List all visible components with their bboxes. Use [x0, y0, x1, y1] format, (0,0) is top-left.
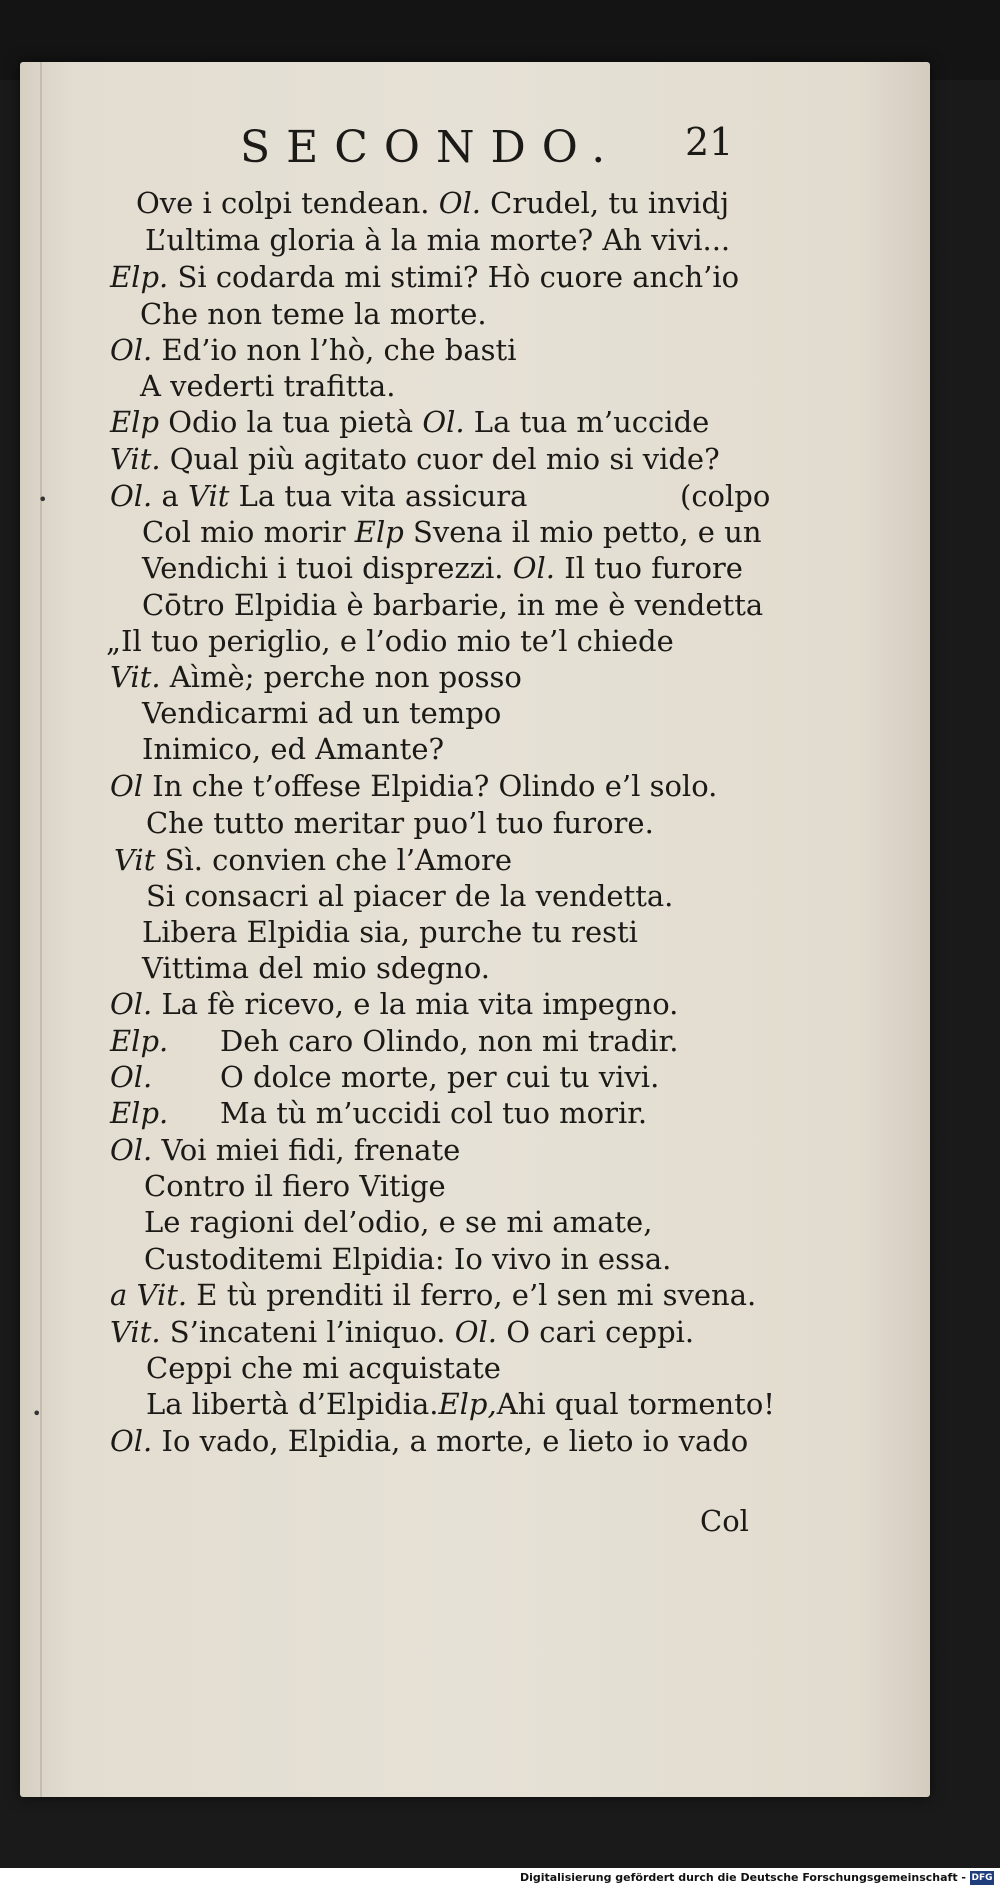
text-line: La libertà d’Elpidia.Elp,Ahi qual tormento! [146, 1387, 775, 1421]
text-line: Ove i colpi tendean. Ol. Crudel, tu invidj [136, 186, 730, 220]
text-line: Elp. Ma tù m’uccidi col tuo morir. [110, 1096, 648, 1130]
text-line: Ceppi che mi acquistate [146, 1351, 501, 1385]
text-line: Libera Elpidia sia, purche tu resti [142, 915, 638, 949]
text-line: Inimico, ed Amante? [142, 732, 445, 766]
text-line: „Il tuo periglio, e l’odio mio te’l chiede [106, 624, 674, 658]
text-line: Vit. Qual più agitato cuor del mio si vide? [110, 442, 720, 476]
catchword: Col [700, 1504, 749, 1538]
text-line: Ol. O dolce morte, per cui tu vivi. [110, 1060, 660, 1094]
text-line: Custoditemi Elpidia: Io vivo in essa. [144, 1242, 672, 1276]
text-line: Ol In che t’offese Elpidia? Olindo e’l solo. [110, 769, 718, 803]
text-line: Vittima del mio sdegno. [142, 951, 490, 985]
text-line: Contro il fiero Vitige [144, 1169, 446, 1203]
text-line: Cōtro Elpidia è barbarie, in me è vendetta [142, 588, 764, 622]
text-line: Col mio morir Elp Svena il mio petto, e un [142, 515, 762, 549]
text-line: Elp. Si codarda mi stimi? Hò cuore anch’io [110, 260, 740, 294]
text-line: Che tutto meritar puo’l tuo furore. [146, 806, 654, 840]
text-line: Ol. a Vit La tua vita assicura [110, 479, 528, 513]
text-line: L’ultima gloria à la mia morte? Ah vivi... [145, 223, 731, 257]
text-line: Le ragioni del’odio, e se mi amate, [144, 1205, 653, 1239]
text-line: a Vit. E tù prenditi il ferro, e’l sen mi svena. [110, 1278, 757, 1312]
book-page [20, 62, 930, 1797]
text-line: Si consacri al piacer de la vendetta. [146, 879, 674, 913]
text-line: Che non teme la morte. [140, 297, 487, 331]
funding-credit: Digitalisierung gefördert durch die Deutsche Forschungsgemeinschaft - [519, 1871, 966, 1884]
text-line: Vit Sì. convien che l’Amore [114, 843, 512, 877]
text-line: Vit. S’incateni l’iniquo. Ol. O cari ceppi. [110, 1315, 695, 1349]
text-line: A vederti trafitta. [140, 369, 396, 403]
margin-mark: • [32, 1404, 42, 1423]
stage-direction: (colpo [680, 479, 771, 513]
text-line: Elp. Deh caro Olindo, non mi tradir. [110, 1024, 679, 1058]
dfg-logo: DFG [971, 1873, 993, 1883]
text-line: Vendicarmi ad un tempo [142, 696, 502, 730]
text-line: Elp Odio la tua pietà Ol. La tua m’uccide [110, 405, 710, 439]
text-line: Ol. Io vado, Elpidia, a morte, e lieto io vado [110, 1424, 749, 1458]
page-number: 21 [685, 120, 734, 164]
text-line: Ol. Voi miei fidi, frenate [110, 1133, 461, 1167]
footer-bar [0, 1868, 1000, 1889]
text-line: Ol. La fè ricevo, e la mia vita impegno. [110, 987, 679, 1021]
text-line: Vit. Aìmè; perche non posso [110, 660, 522, 694]
text-line: Ol. Ed’io non l’hò, che basti [110, 333, 517, 367]
text-line: Vendichi i tuoi disprezzi. Ol. Il tuo furore [142, 551, 743, 585]
running-title: SECONDO. [240, 122, 622, 173]
page-text [20, 62, 930, 1797]
margin-mark: • [38, 490, 48, 509]
